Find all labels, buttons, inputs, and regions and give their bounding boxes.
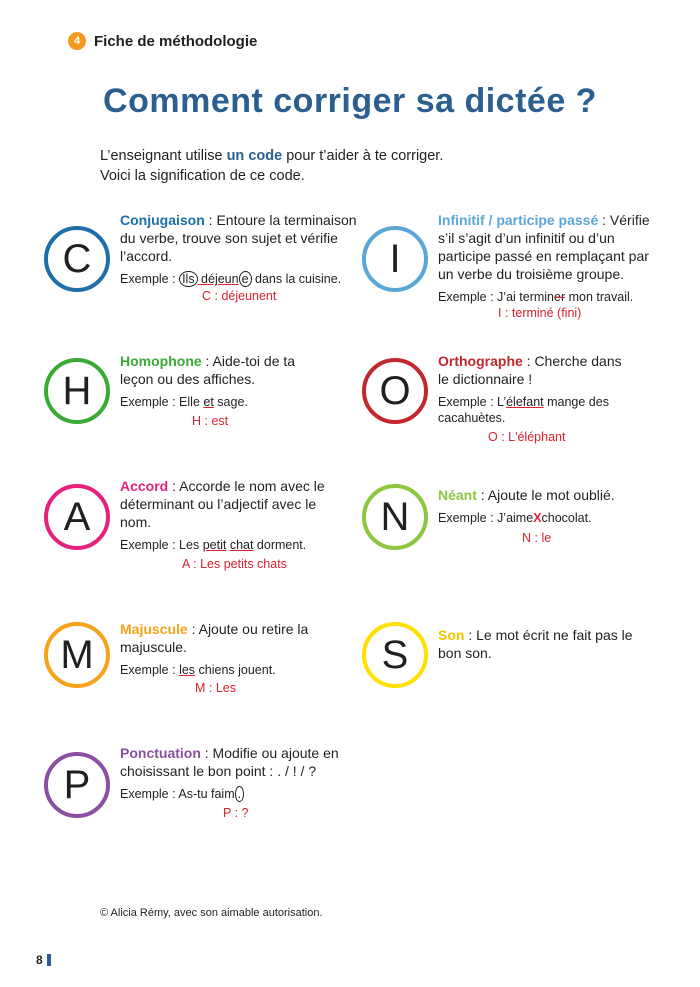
letter-circle-m: M: [44, 622, 110, 688]
intro-code: un code: [226, 148, 283, 164]
letter-circle-i: I: [362, 226, 428, 292]
item-o-example: Exemple : L’élefant mange des cacahuètes.: [438, 395, 609, 425]
item-o-keyword: Orthographe: [438, 353, 523, 369]
item-p-text: Ponctuation : Modifie ou ajoute en choisissant le bon point : . / ! / ? Exemple : As-tu faim .: [120, 744, 360, 802]
item-n-correction: N : le: [522, 531, 552, 545]
item-p-example: Exemple : As-tu faim .: [120, 786, 360, 802]
header: [68, 32, 257, 50]
intro: [100, 146, 443, 186]
item-i-text: Infinitif / participe passé : Vérifie s’il s’agit d’un infinitif ou d’un participe passé en remplaçant par un verbe du troisième groupe. Exemple : J’ai terminer mon travail.: [438, 211, 668, 305]
item-n-keyword: Néant: [438, 487, 477, 503]
item-c-example: Exemple : Ils déjeun e dans la cuisine.: [120, 272, 342, 286]
page-title: Comment corriger sa dictée ?: [103, 82, 597, 120]
intro-line-2: Voici la signification de ce code.: [100, 168, 305, 184]
letter-circle-n: N: [362, 484, 428, 550]
item-m-example: Exemple : les chiens jouent.: [120, 663, 276, 677]
circled-punctuation: .: [235, 786, 244, 802]
item-s-text: Son : Le mot écrit ne fait pas le bon son.: [438, 627, 633, 661]
item-p-correction: P : ?: [223, 806, 249, 820]
letter-circle-p: P: [44, 752, 110, 818]
item-m-text: Majuscule : Ajoute ou retire la majuscule. Exemple : les chiens jouent.: [120, 620, 330, 678]
item-m-keyword: Majuscule: [120, 621, 188, 637]
letter-circle-a: A: [44, 484, 110, 550]
item-a-keyword: Accord: [120, 478, 169, 494]
item-o-correction: O : L'éléphant: [488, 430, 566, 444]
item-a-correction: A : Les petits chats: [182, 557, 287, 571]
item-c-keyword: Conjugaison: [120, 212, 205, 228]
letter-circle-c: C: [44, 226, 110, 292]
intro-line-1: L’enseignant utilise un code pour t’aider à te corriger.: [100, 148, 444, 164]
footer-credit: © Alicia Rémy, avec son aimable autorisation.: [100, 907, 323, 919]
section-number-badge: 4: [68, 32, 86, 50]
item-h-keyword: Homophone: [120, 353, 202, 369]
insertion-mark: X: [533, 511, 542, 525]
circled-ending: e: [239, 271, 252, 287]
letter-circle-h: H: [44, 358, 110, 424]
item-i-correction: I : terminé (fini): [498, 306, 582, 320]
page-number: 8: [36, 953, 51, 967]
item-h-text: Homophone : Aide-toi de ta leçon ou des affiches. Exemple : Elle et sage.: [120, 352, 310, 410]
item-a-text: Accord : Accorde le nom avec le déterminant ou l’adjectif avec le nom. Exemple : Les petit chat dorment.: [120, 477, 350, 553]
header-title: Fiche de méthodologie: [94, 32, 258, 50]
item-s-keyword: Son: [438, 627, 465, 643]
item-a-example: Exemple : Les petit chat dorment.: [120, 538, 307, 552]
item-h-correction: H : est: [192, 414, 229, 428]
page-marker: [47, 954, 51, 966]
item-h-example: Exemple : Elle et sage.: [120, 395, 248, 409]
item-p-keyword: Ponctuation: [120, 745, 201, 761]
item-c-correction: C : déjeunent: [202, 289, 277, 303]
circled-subject: Ils: [179, 271, 198, 287]
item-i-keyword: Infinitif / participe passé: [438, 212, 599, 228]
item-n-example: Exemple : J’aimeXchocolat.: [438, 511, 592, 525]
item-c-text: Conjugaison : Entoure la terminaison du verbe, trouve son sujet et vérifie l’accord. Exemple : Ils déjeun e dans la cuisine.: [120, 211, 360, 287]
item-i-example: Exemple : J’ai terminer mon travail.: [438, 290, 634, 304]
item-m-correction: M : Les: [195, 681, 236, 695]
letter-circle-o: O: [362, 358, 428, 424]
letter-circle-s: S: [362, 622, 428, 688]
item-n-text: Néant : Ajoute le mot oublié. Exemple : J’aimeXchocolat.: [438, 486, 678, 526]
item-o-text: Orthographe : Cherche dans le dictionnaire ! Exemple : L’élefant mange des cacahuètes.: [438, 352, 628, 426]
